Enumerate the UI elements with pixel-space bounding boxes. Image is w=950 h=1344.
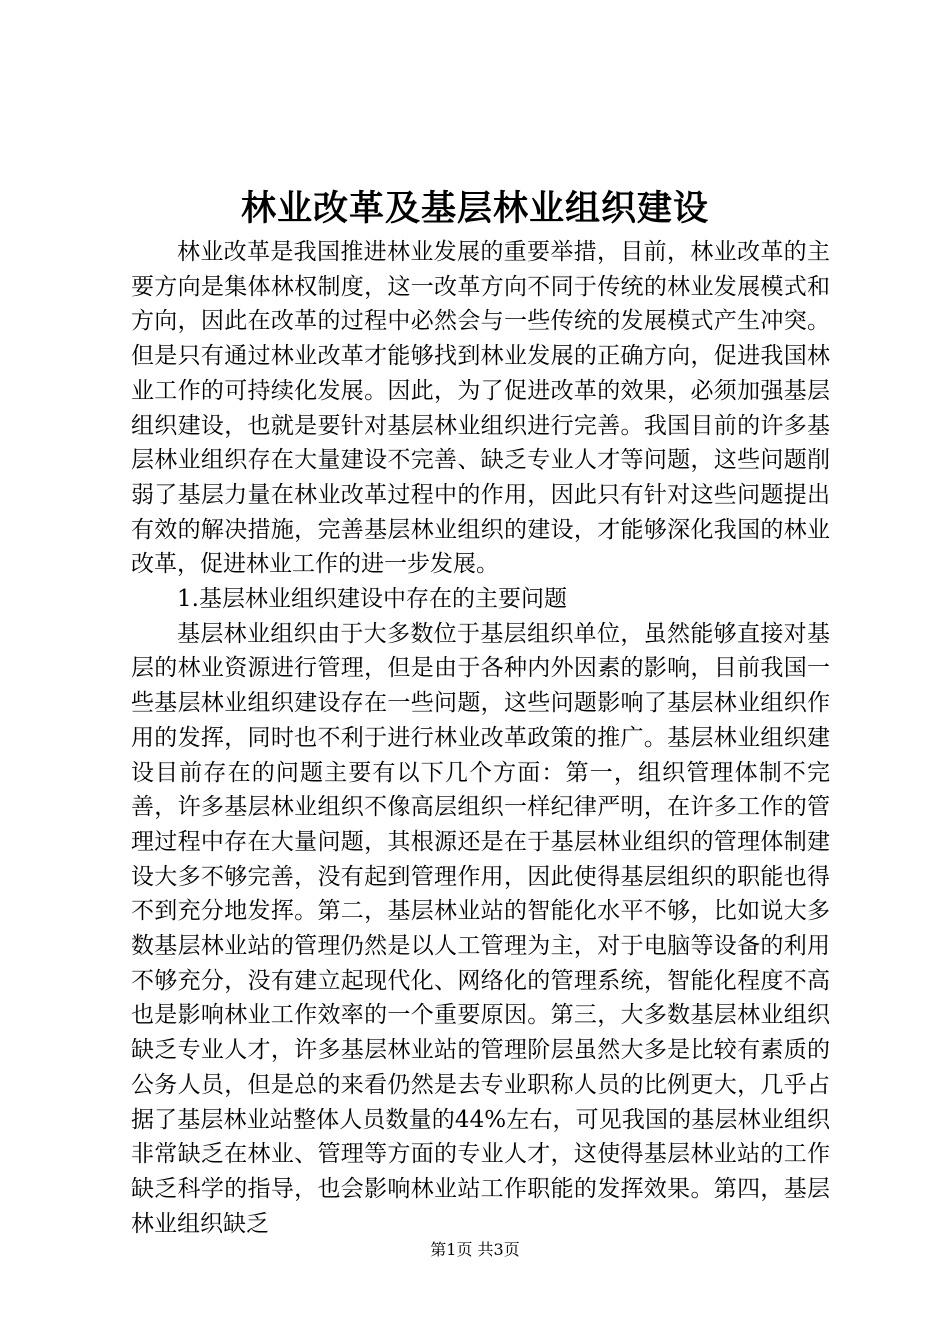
paragraph-problems: 基层林业组织由于大多数位于基层组织单位，虽然能够直接对基层的林业资源进行管理，但是由于各种内外因素的影响，目前我国一些基层林业组织建设存在一些问题，这些问题影响了基层林业组织作用的发挥，同时也不利于进行林业改革政策的推广。基层林业组织建设目前存在的问题主要有以下几个方面：第一，组织管理体制不完善，许多基层林业组织不像高层组织一样纪律严明，在许多工作的管理过程中存在大量问题，其根源还是在于基层林业组织的管理体制建设大多不够完善，没有起到管理作用，因此使得基层组织的职能也得不到充分地发挥。第二，基层林业站的智能化水平不够，比如说大多数基层林业站的管理仍然是以人工管理为主，对于电脑等设备的利用不够充分，没有建立起现代化、网络化的管理系统，智能化程度不高也是影响林业工作效率的一个重要原因。第三，大多数基层林业组织缺乏专业人才，许多基层林业站的管理阶层虽然大多是比较有素质的公务人员，但是总的来看仍然是去专业职称人员的比例更大，几乎占据了基层林业站整体人员数量的44%左右，可见我国的基层林业组织非常缺乏在林业、管理等方面的专业人才，这使得基层林业站的工作缺乏科学的指导，也会影响林业站工作职能的发挥效果。第四，基层林业组织缺乏 xyxy=(131,620,830,1237)
section-heading-1: 1.基层林业组织建设中存在的主要问题 xyxy=(177,586,567,613)
paragraph-intro: 林业改革是我国推进林业发展的重要举措，目前，林业改革的主要方向是集体林权制度，这一改革方向不同于传统的林业发展模式和方向，因此在改革的过程中必然会与一些传统的发展模式产生冲突。但是只有通过林业改革才能够找到林业发展的正确方向，促进我国林业工作的可持续化发展。因此，为了促进改革的效果，必须加强基层组织建设，也就是要针对基层林业组织进行完善。我国目前的许多基层林业组织存在大量建设不完善、缺乏专业人才等问题，这些问题削弱了基层力量在林业改革过程中的作用，因此只有针对这些问题提出有效的解决措施，完善基层林业组织的建设，才能够深化我国的林业改革，促进林业工作的进一步发展。 xyxy=(131,239,830,578)
document-body xyxy=(131,235,830,1241)
document-title: 林业改革及基层林业组织建设 xyxy=(240,188,709,229)
page-footer: 第1页 共3页 xyxy=(430,1240,520,1259)
